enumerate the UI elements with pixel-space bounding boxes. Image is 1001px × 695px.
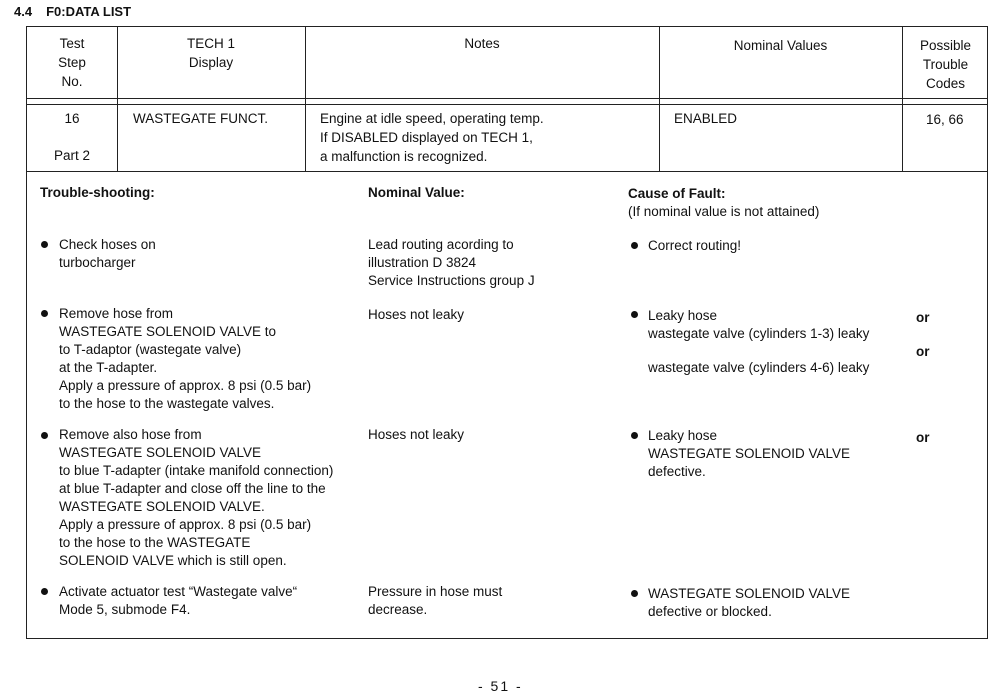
cause-text [648, 427, 850, 481]
cause-line: WASTEGATE SOLENOID VALVE [648, 446, 851, 461]
step-part: Part 2 [53, 148, 91, 163]
header-line: Step [58, 55, 86, 70]
trouble-codes: 16, 66 [926, 112, 964, 127]
action-text [59, 305, 311, 413]
action-line: to the hose to the WASTEGATE [59, 535, 251, 550]
action-line: Check hoses on [59, 237, 156, 252]
notes-line: Engine at idle speed, operating temp. [320, 111, 544, 126]
cause-of-fault-heading: Cause of Fault: [628, 186, 726, 201]
action-line: Activate actuator test “Wastegate valve“ [59, 584, 298, 599]
action-line: SOLENOID VALVE which is still open. [59, 553, 287, 568]
bullet-icon [631, 590, 638, 597]
nominal-text [368, 583, 502, 619]
bullet-icon [41, 588, 48, 595]
nominal-text: Hoses not leaky [368, 427, 465, 442]
action-line: Apply a pressure of approx. 8 psi (0.5 bar) [59, 378, 312, 393]
nominal-line: illustration D 3824 [368, 255, 477, 270]
col-header-nominal: Nominal Values [733, 38, 828, 53]
action-line: at the T-adapter. [59, 360, 158, 375]
header-line: Test [59, 36, 85, 51]
header-line: Display [188, 55, 234, 70]
cause-text: wastegate valve (cylinders 4-6) leaky [648, 360, 870, 375]
cause-text: Leaky hose [648, 308, 718, 323]
notes-line: a malfunction is recognized. [320, 149, 488, 164]
or-label: or [916, 310, 930, 325]
col-header-tech1 [117, 34, 305, 72]
header-line: Codes [925, 76, 966, 91]
bullet-icon [41, 241, 48, 248]
step-number: 16 [64, 111, 80, 126]
action-line: WASTEGATE SOLENOID VALVE. [59, 499, 265, 514]
page-number: - 51 - [478, 678, 523, 694]
action-line: Apply a pressure of approx. 8 psi (0.5 bar) [59, 517, 312, 532]
bullet-icon [631, 242, 638, 249]
nominal-line: Pressure in hose must [368, 584, 503, 599]
col-header-test-step [27, 34, 117, 91]
cause-line: defective or blocked. [648, 604, 772, 619]
cause-text: Correct routing! [648, 238, 742, 253]
action-line: Remove also hose from [59, 427, 202, 442]
header-divider [27, 98, 987, 99]
section-title [14, 4, 131, 19]
bullet-icon [631, 311, 638, 318]
action-line: to the hose to the wastegate valves. [59, 396, 275, 411]
cause-text: wastegate valve (cylinders 1-3) leaky [648, 326, 870, 341]
nominal-text: Hoses not leaky [368, 307, 465, 322]
nominal-value-heading: Nominal Value: [368, 185, 465, 200]
cause-line: Leaky hose [648, 428, 718, 443]
cause-of-fault-note: (If nominal value is not attained) [628, 204, 820, 219]
cause-line: defective. [648, 464, 706, 479]
section-number: 4.4 [14, 4, 33, 19]
notes-line: If DISABLED displayed on TECH 1, [320, 130, 533, 145]
header-line: Trouble [922, 57, 969, 72]
cause-text [648, 585, 850, 621]
nominal-line: decrease. [368, 602, 428, 617]
nominal-text [368, 236, 535, 290]
bullet-icon [41, 310, 48, 317]
nominal-value: ENABLED [674, 111, 738, 126]
header-divider [27, 104, 987, 105]
action-line: Mode 5, submode F4. [59, 602, 191, 617]
bullet-icon [631, 432, 638, 439]
nominal-line: Service Instructions group J [368, 273, 535, 288]
action-line: WASTEGATE SOLENOID VALVE to [59, 324, 277, 339]
troubleshooting-heading: Trouble-shooting: [40, 185, 155, 200]
cause-line: WASTEGATE SOLENOID VALVE [648, 586, 851, 601]
section-heading: F0:DATA LIST [46, 4, 132, 19]
notes-text [320, 109, 544, 166]
header-line: Possible [919, 38, 972, 53]
action-line: to blue T-adapter (intake manifold connection) [59, 463, 334, 478]
action-text [59, 583, 297, 619]
action-line: WASTEGATE SOLENOID VALVE [59, 445, 262, 460]
action-text [59, 426, 333, 570]
or-label: or [916, 344, 930, 359]
action-text [59, 236, 156, 272]
or-label: or [916, 430, 930, 445]
action-line: turbocharger [59, 255, 136, 270]
action-line: Remove hose from [59, 306, 174, 321]
bullet-icon [41, 432, 48, 439]
col-header-codes [902, 36, 989, 93]
action-line: at blue T-adapter and close off the line to the [59, 481, 326, 496]
header-line: TECH 1 [186, 36, 235, 51]
col-header-notes: Notes [464, 36, 500, 51]
action-line: to T-adaptor (wastegate valve) [59, 342, 242, 357]
tech1-display-value: WASTEGATE FUNCT. [133, 111, 268, 126]
data-list-table [26, 26, 988, 172]
header-line: No. [61, 74, 83, 89]
nominal-line: Lead routing acording to [368, 237, 514, 252]
